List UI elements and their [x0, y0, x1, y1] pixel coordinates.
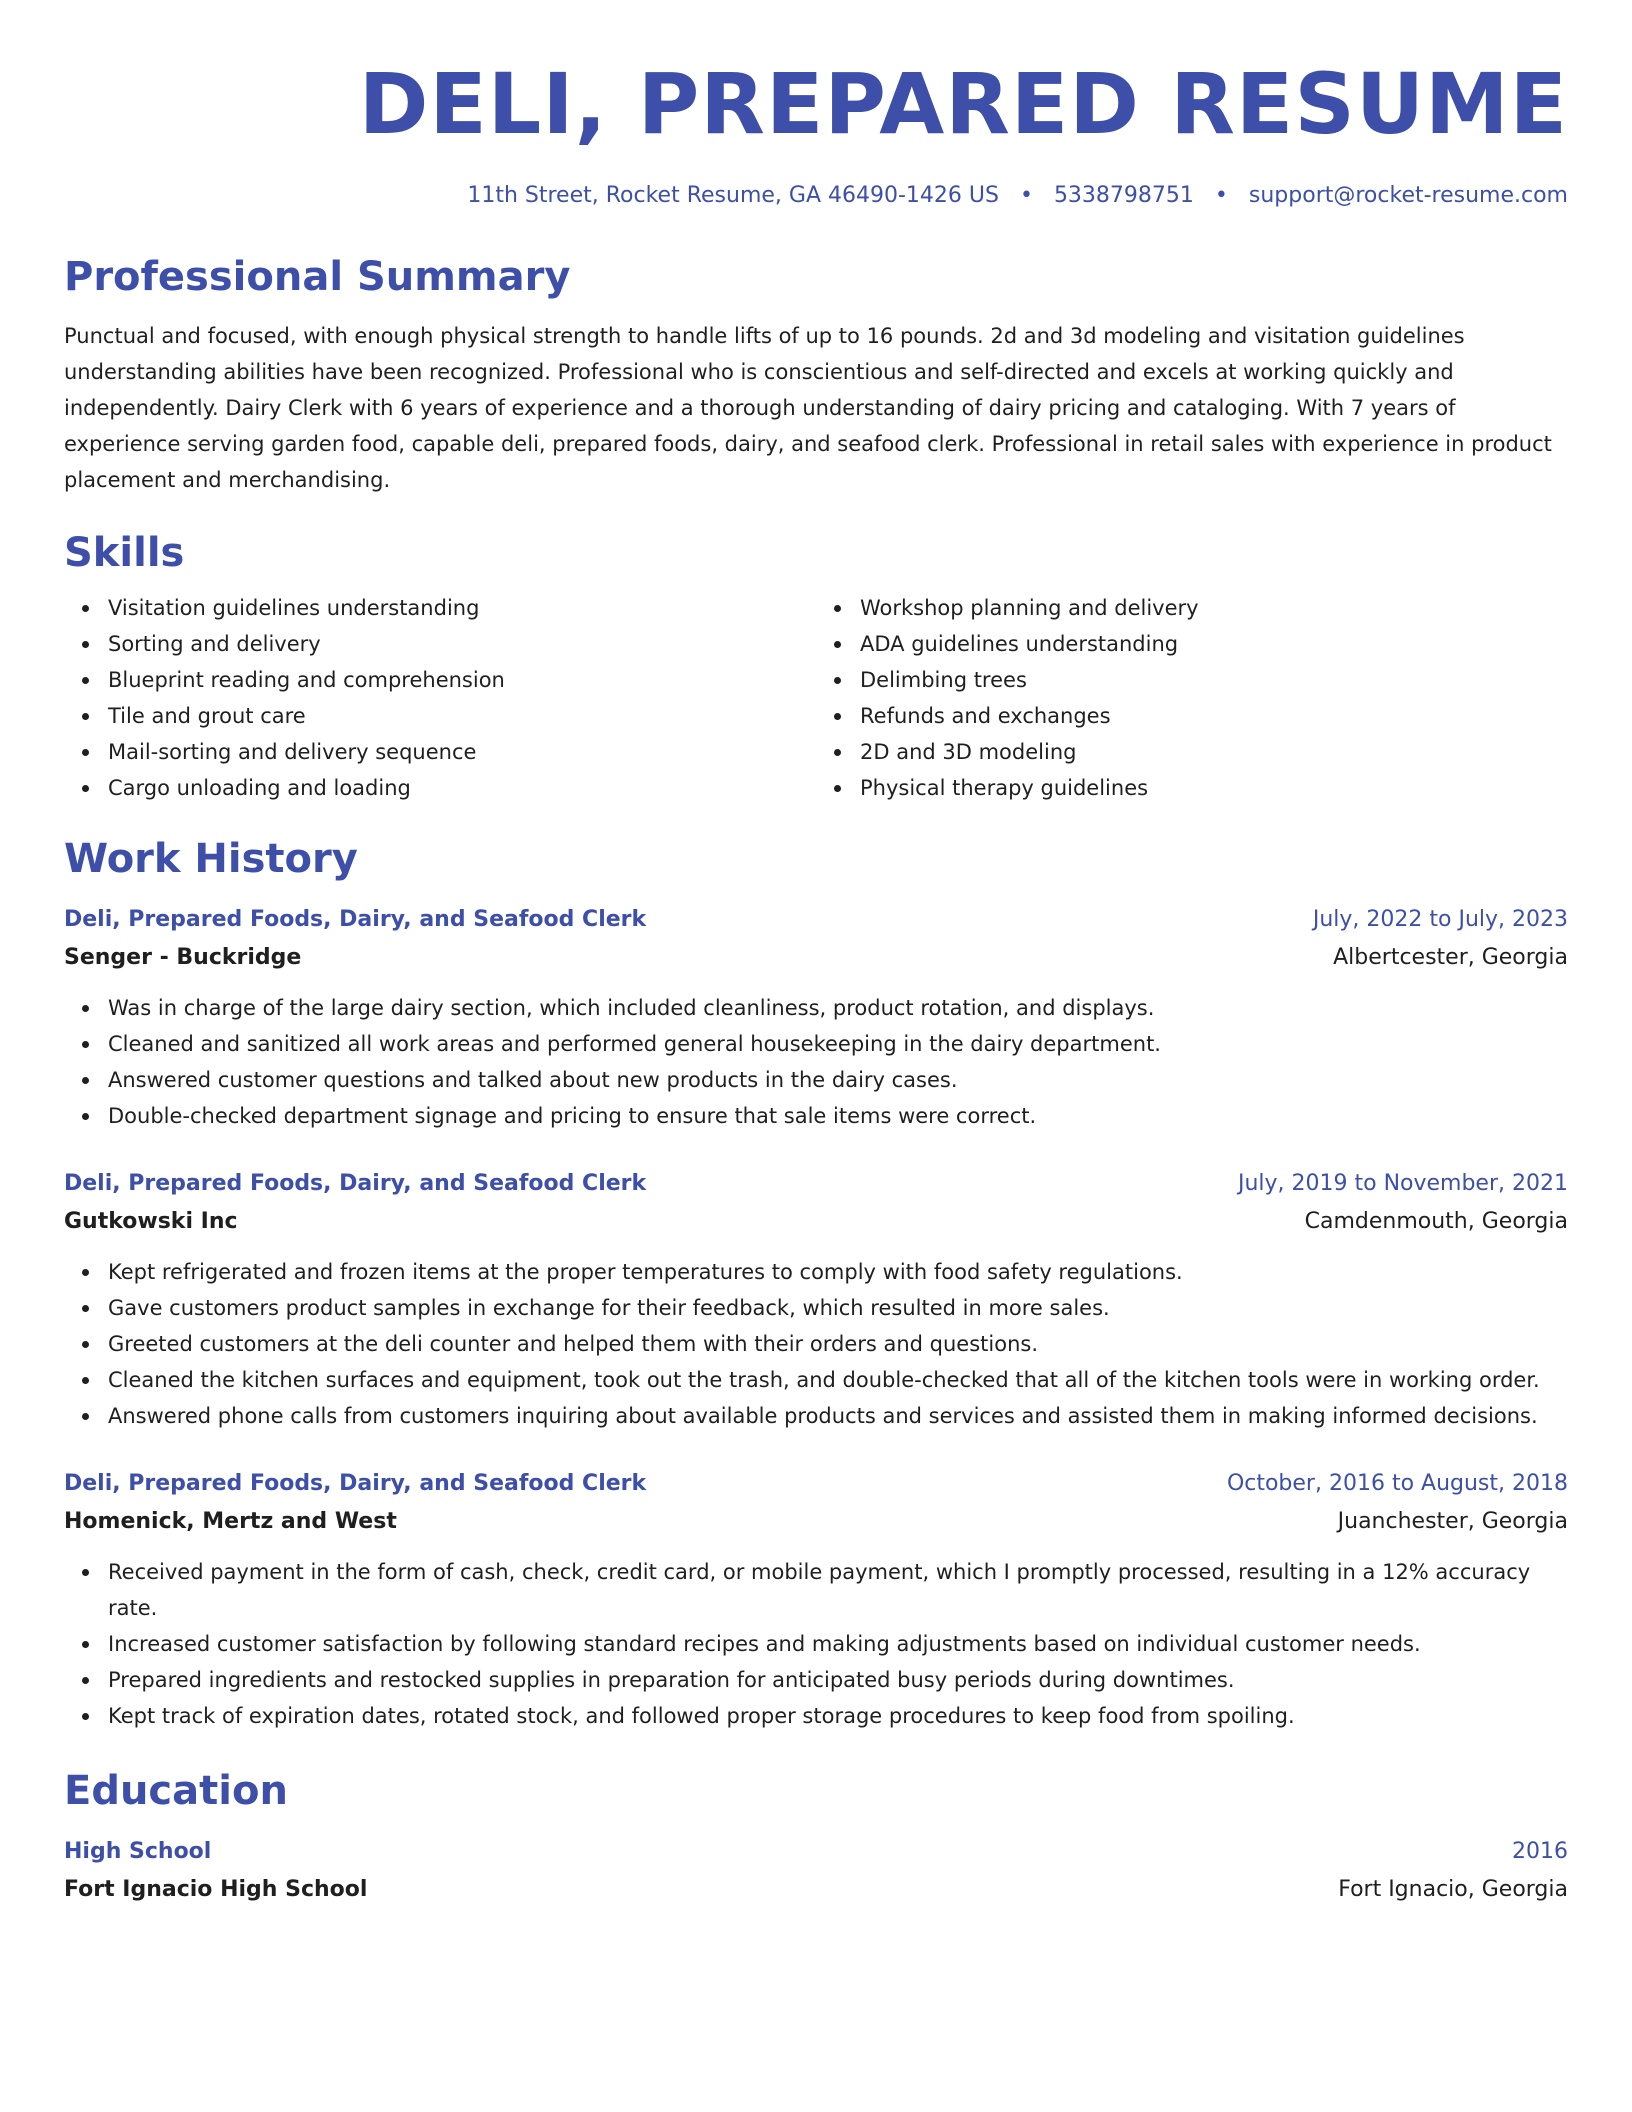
job-entry [64, 902, 1568, 1134]
job-bullet: Answered phone calls from customers inquiring about available products and services and assisted them in making informed decisions. [108, 1398, 1568, 1434]
skill-item: Sorting and delivery [108, 626, 816, 662]
job-title: Deli, Prepared Foods, Dairy, and Seafood Clerk [64, 1471, 647, 1496]
skill-item: Refunds and exchanges [860, 698, 1568, 734]
job-bullet: Increased customer satisfaction by following standard recipes and making adjustments based on individual customer needs. [108, 1626, 1568, 1662]
skills-list [64, 590, 1568, 806]
skill-item: Cargo unloading and loading [108, 770, 816, 806]
skill-item: Visitation guidelines understanding [108, 590, 816, 626]
bullet-separator: • [1214, 183, 1228, 208]
job-company: Senger - Buckridge [64, 945, 302, 970]
job-bullets [64, 990, 1568, 1134]
job-bullet: Kept refrigerated and frozen items at the proper temperatures to comply with food safety regulations. [108, 1254, 1568, 1290]
education-heading: Education [64, 1768, 288, 1814]
skill-item: Mail-sorting and delivery sequence [108, 734, 816, 770]
job-bullet: Cleaned and sanitized all work areas and performed general housekeeping in the dairy department. [108, 1026, 1568, 1062]
resume-name: DELI, PREPARED RESUME [358, 55, 1568, 153]
job-bullet: Was in charge of the large dairy section, which included cleanliness, product rotation, and displays. [108, 990, 1568, 1026]
job-dates: October, 2016 to August, 2018 [1226, 1471, 1568, 1496]
contact-phone: 5338798751 [1053, 183, 1194, 208]
job-bullet: Gave customers product samples in exchange for their feedback, which resulted in more sales. [108, 1290, 1568, 1326]
skill-item: ADA guidelines understanding [860, 626, 1568, 662]
education-school: Fort Ignacio High School [64, 1877, 368, 1902]
job-bullet: Kept track of expiration dates, rotated stock, and followed proper storage procedures to keep food from spoiling. [108, 1698, 1568, 1734]
contact-line [64, 180, 1568, 212]
education-entry [64, 1834, 1568, 1910]
skills-column-right [816, 590, 1568, 806]
education-degree: High School [64, 1839, 212, 1864]
job-title: Deli, Prepared Foods, Dairy, and Seafood Clerk [64, 1171, 647, 1196]
education-location: Fort Ignacio, Georgia [1338, 1877, 1568, 1902]
job-dates: July, 2019 to November, 2021 [1237, 1171, 1568, 1196]
skill-item: Physical therapy guidelines [860, 770, 1568, 806]
job-bullet: Answered customer questions and talked about new products in the dairy cases. [108, 1062, 1568, 1098]
job-bullet: Cleaned the kitchen surfaces and equipment, took out the trash, and double-checked that all of the kitchen tools were in working order. [108, 1362, 1568, 1398]
education-year: 2016 [1512, 1839, 1568, 1864]
job-company: Homenick, Mertz and West [64, 1509, 397, 1534]
job-bullet: Prepared ingredients and restocked supplies in preparation for anticipated busy periods during downtimes. [108, 1662, 1568, 1698]
job-location: Juanchester, Georgia [1337, 1509, 1568, 1534]
summary-text: Punctual and focused, with enough physical strength to handle lifts of up to 16 pounds. 2d and 3d modeling and visitation guidelines understanding abilities have been recognized. Professional who is conscientious and self-directed and excels at working quickly and independently. Dairy Clerk with 6 years of experience and a thorough understanding of dairy pricing and cataloging. With 7 years of experience serving garden food, capable deli, prepared foods, dairy, and seafood clerk. Professional in retail sales with experience in product placement and merchandising. [64, 324, 1552, 492]
skills-heading: Skills [64, 530, 185, 576]
skill-item: Tile and grout care [108, 698, 816, 734]
job-location: Camdenmouth, Georgia [1304, 1209, 1568, 1234]
job-company: Gutkowski Inc [64, 1209, 238, 1234]
skill-item: Delimbing trees [860, 662, 1568, 698]
job-title: Deli, Prepared Foods, Dairy, and Seafood Clerk [64, 907, 647, 932]
skill-item: 2D and 3D modeling [860, 734, 1568, 770]
job-dates: July, 2022 to July, 2023 [1312, 907, 1568, 932]
skills-column-left [64, 590, 816, 806]
job-bullet: Greeted customers at the deli counter and helped them with their orders and questions. [108, 1326, 1568, 1362]
skill-item: Workshop planning and delivery [860, 590, 1568, 626]
job-bullet: Double-checked department signage and pricing to ensure that sale items were correct. [108, 1098, 1568, 1134]
bullet-separator: • [1019, 183, 1033, 208]
job-entry [64, 1466, 1568, 1734]
work-history-heading: Work History [64, 836, 358, 882]
contact-email: support@rocket-resume.com [1248, 183, 1568, 208]
job-entry [64, 1166, 1568, 1434]
job-bullet: Received payment in the form of cash, check, credit card, or mobile payment, which I promptly processed, resulting in a 12% accuracy rate. [108, 1554, 1568, 1626]
job-bullets [64, 1254, 1568, 1434]
job-location: Albertcester, Georgia [1333, 945, 1568, 970]
job-bullets [64, 1554, 1568, 1734]
summary-heading: Professional Summary [64, 254, 571, 300]
skill-item: Blueprint reading and comprehension [108, 662, 816, 698]
contact-address: 11th Street, Rocket Resume, GA 46490-1426 US [467, 183, 999, 208]
